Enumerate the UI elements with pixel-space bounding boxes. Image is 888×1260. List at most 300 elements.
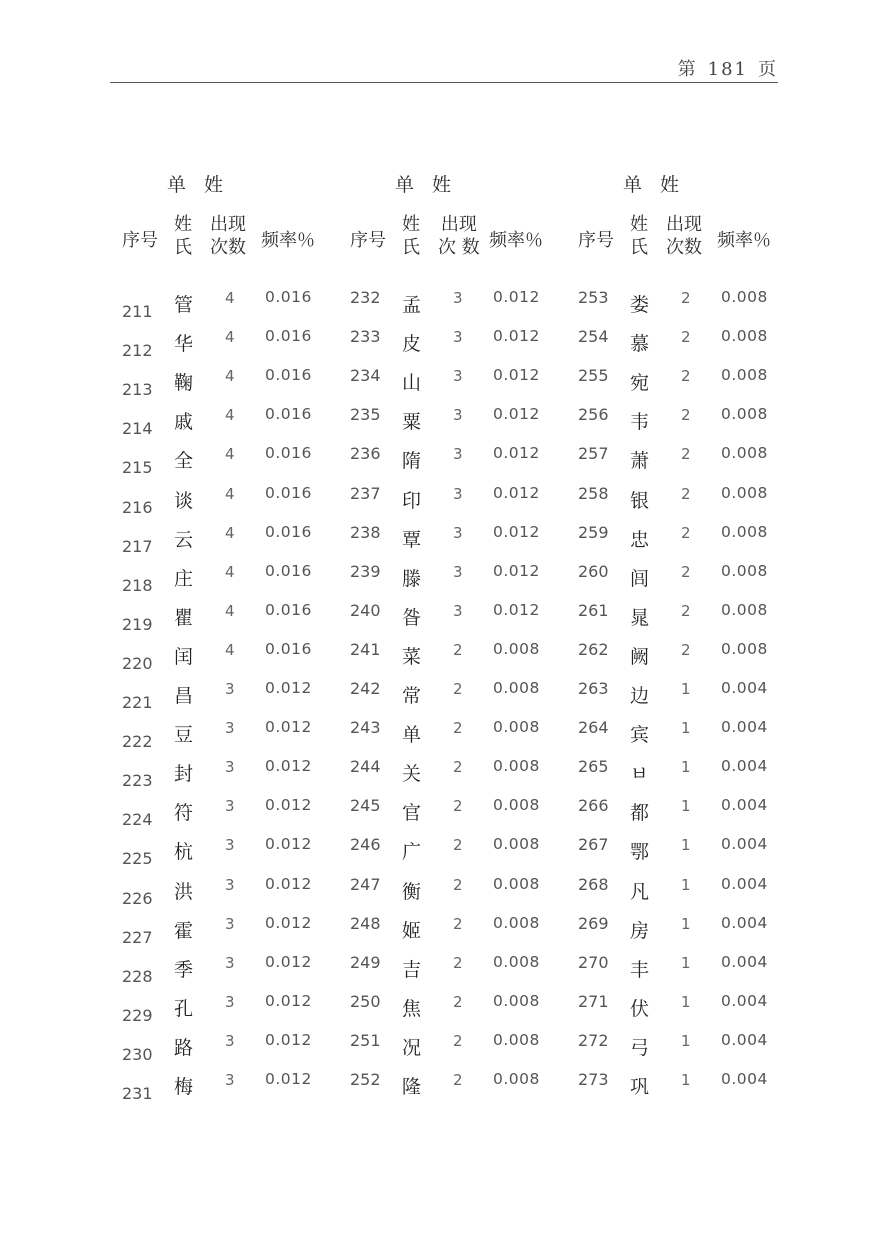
table-row <box>122 327 347 366</box>
row-index: 240 <box>350 600 381 620</box>
row-frequency: 0.016 <box>265 561 312 580</box>
header-count-line: 出现 <box>440 214 477 235</box>
table-row <box>578 835 803 874</box>
row-surname: 滕 <box>402 567 422 590</box>
row-surname: 霍 <box>174 919 194 942</box>
table-row <box>350 1031 575 1070</box>
group-title <box>395 170 469 197</box>
row-frequency: 0.012 <box>493 483 540 502</box>
row-index: 271 <box>578 991 609 1011</box>
row-count: 2 <box>453 1031 463 1050</box>
row-frequency: 0.012 <box>493 405 540 424</box>
row-index: 245 <box>350 796 381 816</box>
table-row <box>350 992 575 1031</box>
row-count: 4 <box>225 484 235 503</box>
row-index: 213 <box>122 380 153 400</box>
row-index: 224 <box>122 810 153 830</box>
header-name <box>402 213 420 259</box>
page-header <box>678 55 778 81</box>
row-surname: 季 <box>174 958 194 981</box>
row-frequency: 0.016 <box>265 522 312 541</box>
row-frequency: 0.008 <box>493 718 540 737</box>
row-index: 217 <box>122 536 153 556</box>
row-surname: 吉 <box>402 958 422 981</box>
row-surname: 粟 <box>402 411 422 434</box>
row-index: 251 <box>350 1030 381 1050</box>
row-index: 243 <box>350 718 381 738</box>
table-row <box>122 288 347 327</box>
header-name-line: 姓 <box>630 214 648 235</box>
row-frequency: 0.004 <box>721 952 768 971</box>
row-frequency: 0.008 <box>721 444 768 463</box>
row-frequency: 0.004 <box>721 1030 768 1049</box>
row-frequency: 0.016 <box>265 405 312 424</box>
table-row <box>122 405 347 444</box>
row-frequency: 0.016 <box>265 639 312 658</box>
row-surname: 洪 <box>174 880 194 903</box>
group-title <box>623 170 697 197</box>
row-frequency: 0.012 <box>493 366 540 385</box>
row-surname: 广 <box>402 841 422 864</box>
row-count: 4 <box>225 640 235 659</box>
row-count: 3 <box>453 523 463 542</box>
table-row <box>122 1070 347 1109</box>
table-row <box>122 992 347 1031</box>
row-index: 234 <box>350 366 381 386</box>
row-count: 2 <box>453 640 463 659</box>
row-count: 2 <box>453 992 463 1011</box>
row-frequency: 0.016 <box>265 600 312 619</box>
table-row <box>350 679 575 718</box>
row-count: 3 <box>453 367 463 386</box>
table-row <box>578 992 803 1031</box>
row-frequency: 0.008 <box>493 1070 540 1088</box>
row-count: 2 <box>453 953 463 972</box>
row-frequency: 0.012 <box>265 1070 312 1088</box>
row-index: 257 <box>578 444 609 464</box>
table-row <box>122 679 347 718</box>
row-count: 1 <box>681 758 691 777</box>
row-surname: 鄂 <box>630 841 650 864</box>
row-index: 246 <box>350 835 381 855</box>
row-count: 2 <box>681 445 691 464</box>
row-frequency: 0.008 <box>493 757 540 776</box>
row-count: 4 <box>225 289 235 307</box>
group-title-char: 单 <box>167 174 187 196</box>
table-row <box>578 757 803 796</box>
table-row <box>350 1070 575 1109</box>
row-frequency: 0.004 <box>721 757 768 776</box>
row-frequency: 0.004 <box>721 913 768 932</box>
group-title-char: 姓 <box>660 174 680 196</box>
table-row <box>578 1070 803 1109</box>
row-index: 215 <box>122 458 153 478</box>
row-index: 228 <box>122 966 153 986</box>
row-frequency: 0.012 <box>265 874 312 893</box>
row-index: 218 <box>122 575 153 595</box>
row-surname: 巩 <box>630 1076 650 1098</box>
group-title <box>167 170 241 197</box>
row-count: 2 <box>681 406 691 425</box>
row-frequency: 0.008 <box>493 835 540 854</box>
table-row <box>350 601 575 640</box>
row-surname: 娄 <box>630 294 650 316</box>
row-surname: 梅 <box>174 1076 194 1098</box>
table-row <box>578 444 803 483</box>
row-frequency: 0.008 <box>721 327 768 346</box>
row-frequency: 0.008 <box>721 600 768 619</box>
header-name-line: 氏 <box>174 237 192 258</box>
row-count: 3 <box>453 601 463 620</box>
row-surname: 银 <box>630 489 650 512</box>
header-index: 序号 <box>350 230 386 251</box>
row-index: 212 <box>122 341 153 361</box>
table-row <box>578 914 803 953</box>
row-count: 1 <box>681 680 691 698</box>
row-count: 3 <box>453 445 463 464</box>
row-count: 3 <box>225 1071 235 1089</box>
row-frequency: 0.016 <box>265 366 312 385</box>
table-row <box>578 523 803 562</box>
row-index: 260 <box>578 561 609 581</box>
row-count: 4 <box>225 601 235 620</box>
header-name-line: 姓 <box>402 214 420 235</box>
row-index: 230 <box>122 1044 153 1064</box>
row-index: 226 <box>122 888 153 908</box>
row-surname: 韦 <box>630 411 650 434</box>
table-row <box>578 327 803 366</box>
table-row <box>122 835 347 874</box>
row-surname: 闰 <box>174 645 194 668</box>
row-index: 266 <box>578 796 609 816</box>
row-surname: 凡 <box>630 880 650 903</box>
row-frequency: 0.012 <box>265 913 312 932</box>
row-surname: 宛 <box>630 372 650 395</box>
row-index: 250 <box>350 991 381 1011</box>
row-surname: 符 <box>174 802 194 825</box>
row-count: 4 <box>225 328 235 347</box>
row-count: 2 <box>453 719 463 738</box>
row-count: 2 <box>681 289 691 307</box>
table-row <box>122 523 347 562</box>
table-row <box>350 914 575 953</box>
row-frequency: 0.004 <box>721 1070 768 1088</box>
group-title-char: 单 <box>395 174 415 196</box>
row-count: 4 <box>225 445 235 464</box>
row-surname: 隆 <box>402 1076 422 1098</box>
header-name <box>630 213 648 259</box>
row-frequency: 0.012 <box>265 796 312 815</box>
row-count: 3 <box>225 680 235 698</box>
row-frequency: 0.004 <box>721 874 768 893</box>
row-surname: 云 <box>174 528 194 551</box>
row-frequency: 0.008 <box>493 913 540 932</box>
row-frequency: 0.016 <box>265 483 312 502</box>
table-row <box>350 875 575 914</box>
row-surname: 弓 <box>630 1036 650 1059</box>
header-count-line: 次 数 <box>438 237 480 258</box>
row-index: 249 <box>350 952 381 972</box>
row-index: 216 <box>122 497 153 517</box>
row-surname: 隋 <box>402 450 422 473</box>
row-index: 256 <box>578 405 609 425</box>
table-row <box>578 640 803 679</box>
row-surname: 全 <box>174 450 194 473</box>
row-count: 2 <box>453 797 463 816</box>
row-count: 1 <box>681 1071 691 1089</box>
row-index: 269 <box>578 913 609 933</box>
row-frequency: 0.008 <box>493 1030 540 1049</box>
row-count: 1 <box>681 914 691 933</box>
row-frequency: 0.008 <box>493 874 540 893</box>
row-frequency: 0.008 <box>721 483 768 502</box>
row-surname: 衡 <box>402 880 422 903</box>
row-count: 2 <box>681 328 691 347</box>
row-index: 236 <box>350 444 381 464</box>
row-surname: 孟 <box>402 294 422 316</box>
row-surname: 昝 <box>402 606 422 629</box>
row-count: 3 <box>225 875 235 894</box>
row-index: 239 <box>350 561 381 581</box>
row-frequency: 0.012 <box>493 561 540 580</box>
row-index: 253 <box>578 288 609 307</box>
table-row <box>122 757 347 796</box>
row-count: 4 <box>225 562 235 581</box>
row-frequency: 0.008 <box>721 405 768 424</box>
table-row <box>350 796 575 835</box>
row-index: 225 <box>122 849 153 869</box>
table-row <box>122 718 347 757</box>
row-surname: 忠 <box>630 528 650 551</box>
row-count: 2 <box>681 523 691 542</box>
table-row <box>350 640 575 679</box>
row-index: 241 <box>350 639 381 659</box>
row-surname: 况 <box>402 1036 422 1059</box>
table-row <box>122 601 347 640</box>
row-frequency: 0.008 <box>721 522 768 541</box>
row-index: 223 <box>122 771 153 791</box>
row-count: 3 <box>225 758 235 777</box>
table-row <box>578 405 803 444</box>
table-row <box>350 327 575 366</box>
row-frequency: 0.012 <box>265 679 312 697</box>
row-surname: 慕 <box>630 333 650 356</box>
table-row <box>578 288 803 327</box>
header-count <box>210 213 246 259</box>
row-index: 265 <box>578 757 609 777</box>
row-surname: 单 <box>402 724 422 747</box>
row-surname: 谈 <box>174 489 194 512</box>
table-row <box>350 523 575 562</box>
row-frequency: 0.012 <box>265 718 312 737</box>
table-row <box>578 679 803 718</box>
row-count: 2 <box>453 680 463 698</box>
header-frequency: 频率％ <box>489 230 543 251</box>
row-count: 2 <box>681 484 691 503</box>
row-frequency: 0.016 <box>265 327 312 346</box>
header-count-line: 次数 <box>666 237 702 258</box>
row-frequency: 0.012 <box>265 835 312 854</box>
table-row <box>578 601 803 640</box>
header-frequency: 频率％ <box>717 230 771 251</box>
table-row <box>122 875 347 914</box>
row-surname: 官 <box>402 802 422 825</box>
row-count: 3 <box>453 562 463 581</box>
row-surname: 皮 <box>402 333 422 356</box>
table-row <box>578 1031 803 1070</box>
row-index: 233 <box>350 327 381 347</box>
table-row <box>122 484 347 523</box>
row-frequency: 0.008 <box>721 366 768 385</box>
row-count: 2 <box>681 640 691 659</box>
header-name-line: 氏 <box>630 237 648 258</box>
row-surname: 昌 <box>174 685 194 707</box>
row-count: 3 <box>225 836 235 855</box>
row-index: 272 <box>578 1030 609 1050</box>
row-count: 1 <box>681 719 691 738</box>
row-frequency: 0.004 <box>721 796 768 815</box>
row-surname: 伏 <box>630 997 650 1020</box>
row-frequency: 0.008 <box>493 796 540 815</box>
table-row <box>350 366 575 405</box>
row-surname: ㅂ <box>630 763 649 786</box>
table-row <box>350 757 575 796</box>
row-count: 3 <box>225 914 235 933</box>
row-index: 221 <box>122 693 153 712</box>
row-index: 242 <box>350 679 381 698</box>
table-row <box>578 562 803 601</box>
table-row <box>578 875 803 914</box>
row-frequency: 0.008 <box>721 639 768 658</box>
group-title-char: 姓 <box>204 174 224 196</box>
row-surname: 豆 <box>174 724 194 747</box>
row-index: 247 <box>350 874 381 894</box>
row-index: 273 <box>578 1070 609 1089</box>
row-index: 261 <box>578 600 609 620</box>
page-prefix: 第 <box>677 59 698 80</box>
row-count: 2 <box>453 758 463 777</box>
row-surname: 闾 <box>630 567 650 590</box>
row-count: 2 <box>681 367 691 386</box>
row-frequency: 0.008 <box>493 639 540 658</box>
group-title-char: 单 <box>623 174 643 196</box>
row-frequency: 0.008 <box>721 288 768 306</box>
row-count: 4 <box>225 523 235 542</box>
table-row <box>350 562 575 601</box>
row-count: 3 <box>453 484 463 503</box>
row-index: 227 <box>122 927 153 947</box>
row-surname: 菜 <box>402 645 422 668</box>
row-index: 237 <box>350 483 381 503</box>
page-suffix: 页 <box>758 59 778 80</box>
row-count: 1 <box>681 875 691 894</box>
row-count: 2 <box>681 562 691 581</box>
row-count: 3 <box>225 953 235 972</box>
table-row <box>578 484 803 523</box>
table-row <box>122 444 347 483</box>
header-count-line: 出现 <box>210 214 246 235</box>
row-index: 214 <box>122 419 153 439</box>
row-surname: 庄 <box>174 567 194 590</box>
row-frequency: 0.008 <box>493 679 540 697</box>
row-surname: 封 <box>174 763 194 786</box>
header-count <box>666 213 702 259</box>
table-row <box>350 405 575 444</box>
row-surname: 山 <box>402 372 422 395</box>
row-surname: 瞿 <box>174 606 194 629</box>
row-frequency: 0.008 <box>493 952 540 971</box>
row-index: 255 <box>578 366 609 386</box>
row-index: 211 <box>122 302 153 321</box>
group-title-char: 姓 <box>432 174 452 196</box>
header-frequency: 频率％ <box>261 230 315 251</box>
row-frequency: 0.004 <box>721 718 768 737</box>
row-frequency: 0.008 <box>493 991 540 1010</box>
table-row <box>350 835 575 874</box>
row-index: 220 <box>122 653 153 673</box>
row-count: 4 <box>225 406 235 425</box>
row-index: 267 <box>578 835 609 855</box>
header-count-line: 次数 <box>210 237 246 258</box>
row-count: 3 <box>225 1031 235 1050</box>
row-frequency: 0.012 <box>493 600 540 619</box>
row-index: 254 <box>578 327 609 347</box>
table-row <box>350 953 575 992</box>
row-surname: 丰 <box>630 958 650 981</box>
row-index: 262 <box>578 639 609 659</box>
row-surname: 路 <box>174 1036 194 1059</box>
row-frequency: 0.004 <box>721 835 768 854</box>
row-count: 3 <box>453 328 463 347</box>
row-frequency: 0.004 <box>721 679 768 697</box>
row-surname: 姬 <box>402 919 422 942</box>
row-surname: 晁 <box>630 606 650 629</box>
row-count: 2 <box>453 836 463 855</box>
row-frequency: 0.012 <box>493 522 540 541</box>
row-count: 2 <box>453 914 463 933</box>
row-surname: 孔 <box>174 997 194 1020</box>
row-index: 232 <box>350 288 381 307</box>
table-row <box>122 1031 347 1070</box>
row-index: 248 <box>350 913 381 933</box>
header-rule <box>110 82 778 83</box>
row-frequency: 0.012 <box>265 757 312 776</box>
row-surname: 关 <box>402 763 422 786</box>
row-surname: 边 <box>630 685 650 707</box>
row-index: 235 <box>350 405 381 425</box>
table-row <box>578 366 803 405</box>
row-surname: 杭 <box>174 841 194 864</box>
header-count-line: 出现 <box>666 214 702 235</box>
row-frequency: 0.012 <box>493 327 540 346</box>
header-name <box>174 213 192 259</box>
row-count: 3 <box>453 406 463 425</box>
row-surname: 戚 <box>174 411 194 434</box>
page-number: 181 <box>707 59 748 80</box>
row-index: 229 <box>122 1005 153 1025</box>
row-frequency: 0.012 <box>493 444 540 463</box>
row-index: 222 <box>122 732 153 752</box>
row-count: 2 <box>453 875 463 894</box>
table-row <box>122 953 347 992</box>
row-count: 1 <box>681 992 691 1011</box>
row-index: 258 <box>578 483 609 503</box>
row-count: 1 <box>681 953 691 972</box>
row-surname: 宾 <box>630 724 650 747</box>
row-count: 3 <box>225 719 235 738</box>
row-surname: 焦 <box>402 997 422 1020</box>
row-index: 268 <box>578 874 609 894</box>
